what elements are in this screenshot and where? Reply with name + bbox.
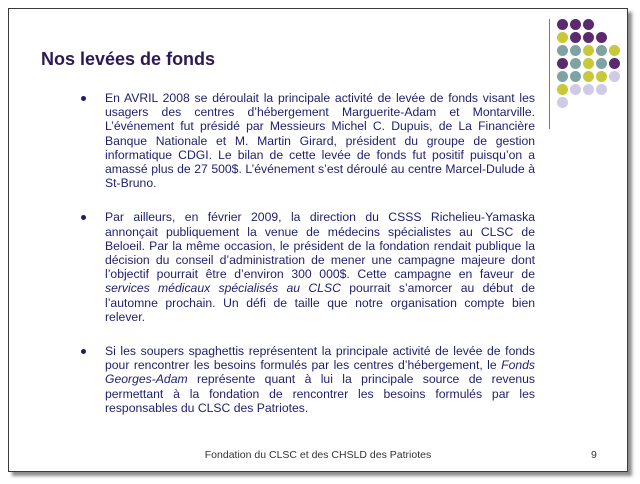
decorative-dot xyxy=(583,45,594,56)
decorative-dot xyxy=(557,84,568,95)
bullet-text-part-a: Par ailleurs, en février 2009, la direction du CSSS Richelieu-Yamaska annonçait publiquement la venue de médecins spécialistes au CLSC de Beloeil. Par la même occasion, le président de la fondation rendait publique la décision du conseil d’administration de mener une campagne majeure dont l’objectif pourrait être d’environ 300 000$. Cette campagne en faveur de xyxy=(105,210,535,282)
slide-title: Nos levées de fonds xyxy=(41,49,216,69)
decorative-vertical-line xyxy=(549,19,550,129)
bullet-icon xyxy=(81,96,86,101)
decorative-dot xyxy=(557,45,568,56)
bullet-item-3 xyxy=(81,344,535,415)
decorative-dot xyxy=(570,58,581,69)
decorative-dot xyxy=(557,19,568,30)
decorative-dot xyxy=(609,71,620,82)
decorative-dot xyxy=(583,58,594,69)
bullet-text-part-b: représente quant à lui la principale source de revenus permettant à la fondation de rencontrer les besoins formulés par les responsables du CLSC des Patriotes. xyxy=(105,372,535,415)
decorative-dot xyxy=(583,19,594,30)
decorative-dot xyxy=(570,32,581,43)
decorative-dot xyxy=(596,45,607,56)
page-number: 9 xyxy=(591,449,597,461)
decorative-dot xyxy=(570,84,581,95)
decorative-dot xyxy=(583,84,594,95)
decorative-dot xyxy=(583,71,594,82)
decorative-dot xyxy=(596,58,607,69)
bullet-text-italic: services médicaux spécialisés au CLSC xyxy=(105,281,341,296)
decorative-dot-grid xyxy=(557,19,627,109)
decorative-dot xyxy=(570,45,581,56)
decorative-dot xyxy=(570,71,581,82)
bullet-text-part-a: Si les soupers spaghettis représentent la principale activité de levée de fonds pour rencontrer les besoins formulés par les centres d’hébergement, le xyxy=(105,344,535,373)
decorative-dot xyxy=(596,71,607,82)
decorative-dot xyxy=(583,32,594,43)
decorative-dot xyxy=(557,71,568,82)
bullet-text-italic: Fonds Georges-Adam xyxy=(105,358,535,387)
decorative-dot xyxy=(570,19,581,30)
decorative-dot xyxy=(596,32,607,43)
bullet-item-1 xyxy=(81,91,535,190)
bullet-item-2 xyxy=(81,210,535,324)
slide xyxy=(8,8,628,472)
slide-footer: Fondation du CLSC et des CHSLD des Patriotes xyxy=(204,449,432,461)
decorative-dot xyxy=(557,58,568,69)
decorative-dot xyxy=(557,97,568,108)
decorative-dot xyxy=(557,32,568,43)
bullet-icon xyxy=(81,349,86,354)
decorative-dot xyxy=(596,84,607,95)
decorative-dot xyxy=(609,58,620,69)
bullet-icon xyxy=(81,215,86,220)
bullet-text: En AVRIL 2008 se déroulait la principale activité de levée de fonds visant les usagers des centres d’hébergement Marguerite-Adam et Montarville. L’événement fut présidé par Messieurs Michel C. Dupuis, de La Financière Banque Nationale et M. Martin Girard, président du groupe de gestion informatique CDGI. Le bilan de cette levée de fonds fut positif puisqu’on a amassé plus de 27 500$. L’événement s’est déroulé au centre Marcel-Dulude à St-Bruno. xyxy=(105,91,535,191)
bullet-list xyxy=(81,91,535,415)
decorative-dot xyxy=(609,45,620,56)
bullet-text-part-b: pourrait s’amorcer au début de l’automne prochain. Un défi de taille que notre organisation compte bien relever. xyxy=(105,281,535,324)
